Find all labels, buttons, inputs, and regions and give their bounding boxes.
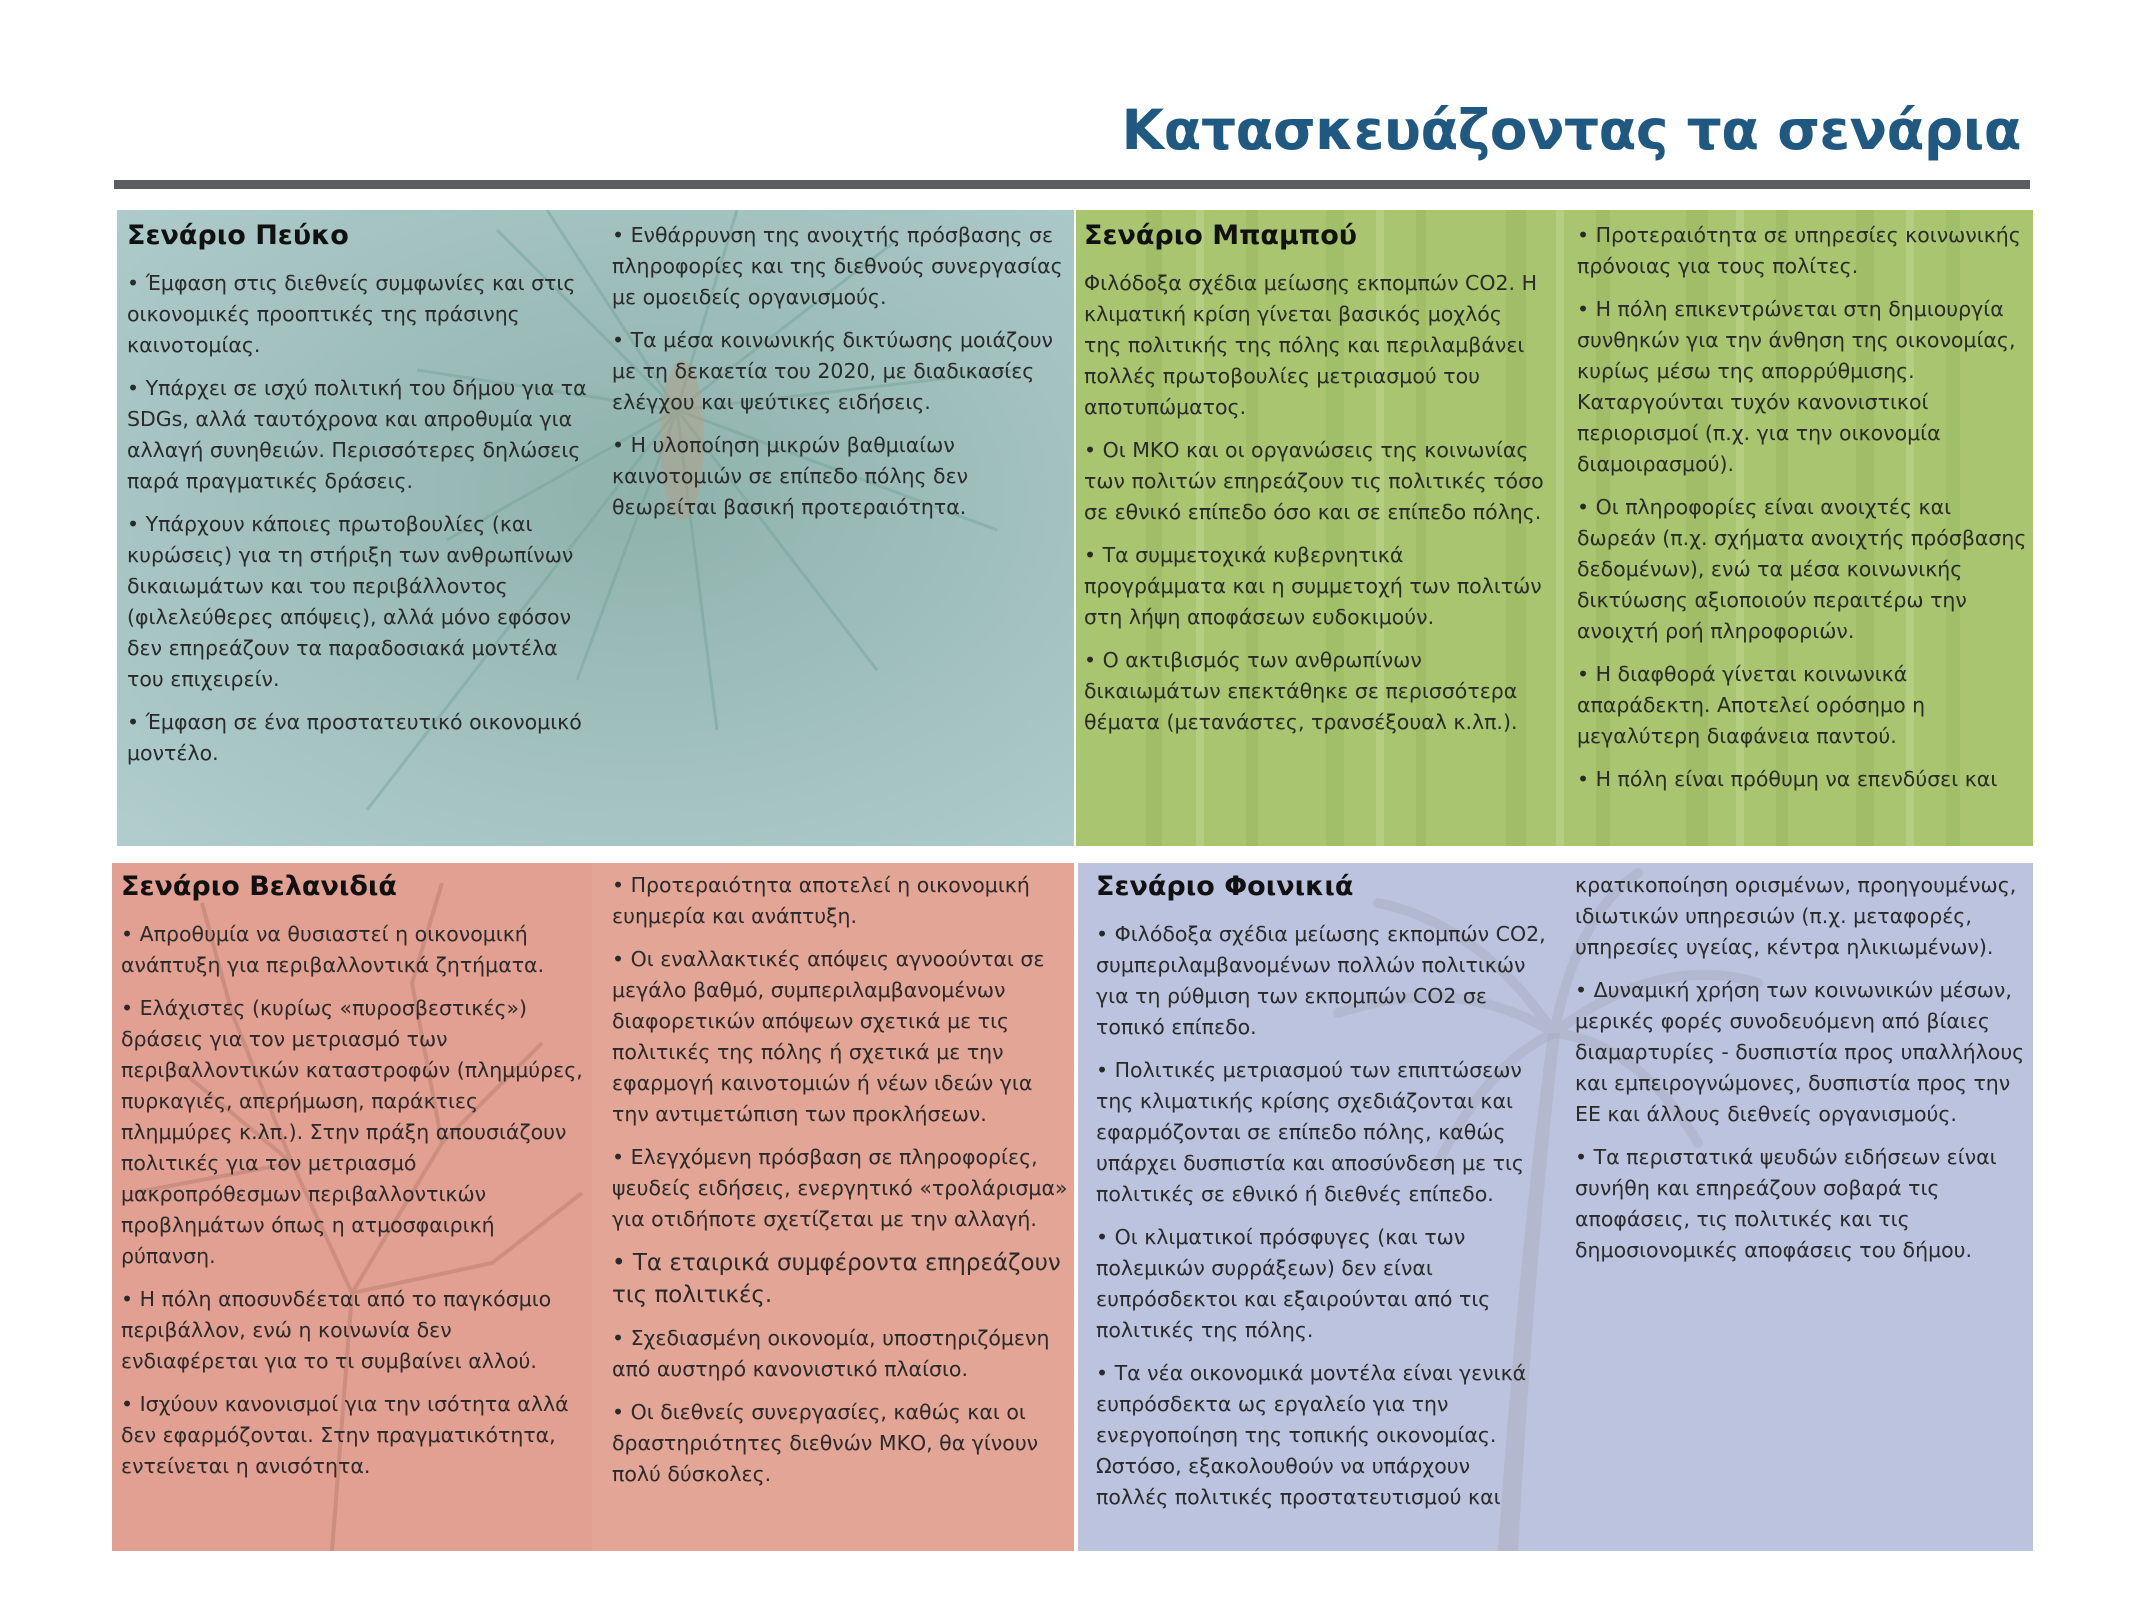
oak-right-point-4: • Τα εταιρικά συμφέροντα επηρεάζουν τις πολιτικές.	[612, 1250, 1061, 1308]
bamboo-right-point-1: • Προτεραιότητα σε υπηρεσίες κοινωνικής πρόνοιας για τους πολίτες.	[1577, 223, 2021, 278]
bamboo-right-point-4: • Η διαφθορά γίνεται κοινωνικά απαράδεκτη. Αποτελεί ορόσημο η μεγαλύτερη διαφάνεια παντού.	[1577, 662, 1926, 748]
page-title: Κατασκευάζοντας τα σενάρια	[1121, 98, 2021, 162]
bamboo-left-point-2: • Οι ΜΚΟ και οι οργανώσεις της κοινωνίας των πολιτών επηρεάζουν τις πολιτικές τόσο σε εθνικό επίπεδο όσο και σε επίπεδο πόλης.	[1084, 438, 1544, 524]
scenario-palm-title: Σενάριο Φοινικιά	[1096, 871, 1354, 902]
pine-right-column	[612, 220, 1067, 535]
oak-right-point-5: • Σχεδιασμένη οικονομία, υποστηριζόμενη από αυστηρό κανονιστικό πλαίσιο.	[612, 1326, 1050, 1381]
bamboo-right-point-5: • Η πόλη είναι πρόθυμη να επενδύσει και	[1577, 767, 1998, 791]
pine-right-point-2: • Τα μέσα κοινωνικής δικτύωσης μοιάζουν με τη δεκαετία του 2020, με διαδικασίες ελέγχου και ψεύτικες ειδήσεις.	[612, 328, 1054, 414]
scenario-bamboo-title: Σενάριο Μπαμπού	[1084, 220, 1357, 251]
pine-right-point-1: • Ενθάρρυνση της ανοιχτής πρόσβασης σε πληροφορίες και της διεθνούς συνεργασίας με ομοειδείς οργανισμούς.	[612, 223, 1063, 309]
pine-left-point-2: • Υπάρχει σε ισχύ πολιτική του δήμου για τα SDGs, αλλά ταυτόχρονα και απροθυμία για αλλαγή συνηθειών. Περισσότερες δηλώσεις παρά πραγματικές δράσεις.	[127, 376, 587, 493]
scenario-palm-panel	[1078, 863, 2033, 1551]
bamboo-left-point-1: Φιλόδοξα σχέδια μείωσης εκπομπών CO2. Η κλιματική κρίση γίνεται βασικός μοχλός της πολιτικής της πόλης και περιλαμβάνει πολλές πρωτοβουλίες μετριασμού του αποτυπώματος.	[1084, 271, 1537, 419]
palm-left-point-3: • Οι κλιματικοί πρόσφυγες (και των πολεμικών συρράξεων) δεν είναι ευπρόσδεκτοι και εξαιρούνται από τις πολιτικές της πόλης.	[1096, 1225, 1491, 1342]
palm-left-point-4: • Τα νέα οικονομικά μοντέλα είναι γενικά ευπρόσδεκτα ως εργαλείο για την ενεργοποίηση της τοπικής οικονομίας. Ωστόσο, εξακολουθούν να υπάρχουν πολλές πολιτικές προστατευτισμού και	[1096, 1361, 1527, 1509]
bamboo-left-column	[1084, 216, 1544, 750]
bamboo-right-point-3: • Οι πληροφορίες είναι ανοιχτές και δωρεάν (π.χ. σχήματα ανοιχτής πρόσβασης δεδομένων), ενώ τα μέσα κοινωνικής δικτύωσης αξιοποιούν περαιτέρω την ανοιχτή ροή πληροφοριών.	[1577, 495, 2027, 643]
pine-left-point-3: • Υπάρχουν κάποιες πρωτοβουλίες (και κυρώσεις) για τη στήριξη των ανθρωπίνων δικαιωμάτων και του περιβάλλοντος (φιλελεύθερες απόψεις), αλλά μόνο εφόσον δεν επηρεάζουν τα παραδοσιακά μοντέλα του επιχειρείν.	[127, 512, 574, 691]
palm-right-column	[1575, 870, 2027, 1278]
oak-right-point-1: • Προτεραιότητα αποτελεί η οικονομική ευημερία και ανάπτυξη.	[612, 873, 1030, 928]
oak-left-column	[121, 867, 591, 1494]
scenario-oak-title: Σενάριο Βελανιδιά	[121, 871, 397, 902]
oak-left-point-1: • Απροθυμία να θυσιαστεί η οικονομική ανάπτυξη για περιβαλλοντικά ζητήματα.	[121, 922, 545, 977]
title-underline	[114, 180, 2030, 189]
palm-right-point-1: κρατικοποίηση ορισμένων, προηγουμένως, ιδιωτικών υπηρεσιών (π.χ. μεταφορές, υπηρεσίες υγείας, κέντρα ηλικιωμένων).	[1575, 873, 2017, 959]
pine-left-point-4: • Έμφαση σε ένα προστατευτικό οικονομικό μοντέλο.	[127, 710, 582, 765]
pine-right-point-3: • Η υλοποίηση μικρών βαθμιαίων καινοτομιών σε επίπεδο πόλης δεν θεωρείται βασική προτεραιότητα.	[612, 433, 969, 519]
scenario-bamboo-panel	[1076, 210, 2033, 846]
palm-right-point-3: • Τα περιστατικά ψευδών ειδήσεων είναι συνήθη και επηρεάζουν σοβαρά τις αποφάσεις, τις πολιτικές και τις δημοσιονομικές αποφάσεις του δήμου.	[1575, 1145, 1997, 1262]
palm-left-point-2: • Πολιτικές μετριασμού των επιπτώσεων της κλιματικής κρίσης σχεδιάζονται και εφαρμόζονται σε επίπεδο πόλης, καθώς υπάρχει δυσπιστία και αποσύνδεση με τις πολιτικές σε εθνικό ή διεθνές επίπεδο.	[1096, 1058, 1524, 1206]
scenario-pine-title: Σενάριο Πεύκο	[127, 220, 349, 251]
oak-left-point-2: • Ελάχιστες (κυρίως «πυροσβεστικές») δράσεις για τον μετριασμό των περιβαλλοντικών καταστροφών (πλημμύρες, πυρκαγιές, απερήμωση, παράκτιες πλημμύρες κ.λπ.). Στην πράξη απουσιάζουν πολιτικές για τον μετριασμό μακροπρόθεσμων περιβαλλοντικών προβλημάτων όπως η ατμοσφαιρική ρύπανση.	[121, 996, 583, 1268]
palm-left-point-1: • Φιλόδοξα σχέδια μείωσης εκπομπών CO2, συμπεριλαμβανομένων πολλών πολιτικών για τη ρύθμιση των εκπομπών CO2 σε τοπικό επίπεδο.	[1096, 922, 1546, 1039]
scenario-pine-panel	[117, 210, 1074, 846]
oak-left-point-4: • Ισχύουν κανονισμοί για την ισότητα αλλά δεν εφαρμόζονται. Στην πραγματικότητα, εντείνεται η ανισότητα.	[121, 1392, 569, 1478]
palm-left-column	[1096, 867, 1548, 1525]
bamboo-left-point-4: • Ο ακτιβισμός των ανθρωπίνων δικαιωμάτων επεκτάθηκε σε περισσότερα θέματα (μετανάστες, τρανσέξουαλ κ.λπ.).	[1084, 648, 1518, 734]
pine-left-column	[127, 216, 587, 781]
oak-left-point-3: • Η πόλη αποσυνδέεται από το παγκόσμιο περιβάλλον, ενώ η κοινωνία δεν ενδιαφέρεται για το τι συμβαίνει αλλού.	[121, 1287, 552, 1373]
bamboo-left-point-3: • Τα συμμετοχικά κυβερνητικά προγράμματα και η συμμετοχή των πολιτών στη λήψη αποφάσεων ευδοκιμούν.	[1084, 543, 1542, 629]
oak-right-column	[612, 870, 1070, 1502]
oak-right-point-2: • Οι εναλλακτικές απόψεις αγνοούνται σε μεγάλο βαθμό, συμπεριλαμβανομένων διαφορετικών απόψεων σχετικά με τις πολιτικές της πόλης ή σχετικά με την εφαρμογή καινοτομιών ή νέων ιδεών για την αντιμετώπιση των προκλήσεων.	[612, 947, 1045, 1126]
palm-right-point-2: • Δυναμική χρήση των κοινωνικών μέσων, μερικές φορές συνοδευόμενη από βίαιες διαμαρτυρίες - δυσπιστία προς υπαλλήλους και εμπειρογνώμονες, δυσπιστία προς την ΕΕ και άλλους διεθνείς οργανισμούς.	[1575, 978, 2025, 1126]
pine-left-point-1: • Έμφαση στις διεθνείς συμφωνίες και στις οικονομικές προοπτικές της πράσινης καινοτομίας.	[127, 271, 576, 357]
oak-right-point-6: • Οι διεθνείς συνεργασίες, καθώς και οι δραστηριότητες διεθνών ΜΚΟ, θα γίνουν πολύ δύσκολες.	[612, 1400, 1039, 1486]
oak-right-point-3: • Ελεγχόμενη πρόσβαση σε πληροφορίες, ψευδείς ειδήσεις, ενεργητικό «τρολάρισμα» για οτιδήποτε σχετίζεται με την αλλαγή.	[612, 1145, 1068, 1231]
scenario-oak-panel	[112, 863, 1074, 1551]
bamboo-right-point-2: • Η πόλη επικεντρώνεται στη δημιουργία συνθηκών για την άνθηση της οικονομίας, κυρίως μέσω της απορρύθμισης. Καταργούνται τυχόν κανονιστικοί περιορισμοί (π.χ. για την οικονομία διαμοιρασμού).	[1577, 297, 2016, 476]
bamboo-right-column	[1577, 220, 2029, 807]
